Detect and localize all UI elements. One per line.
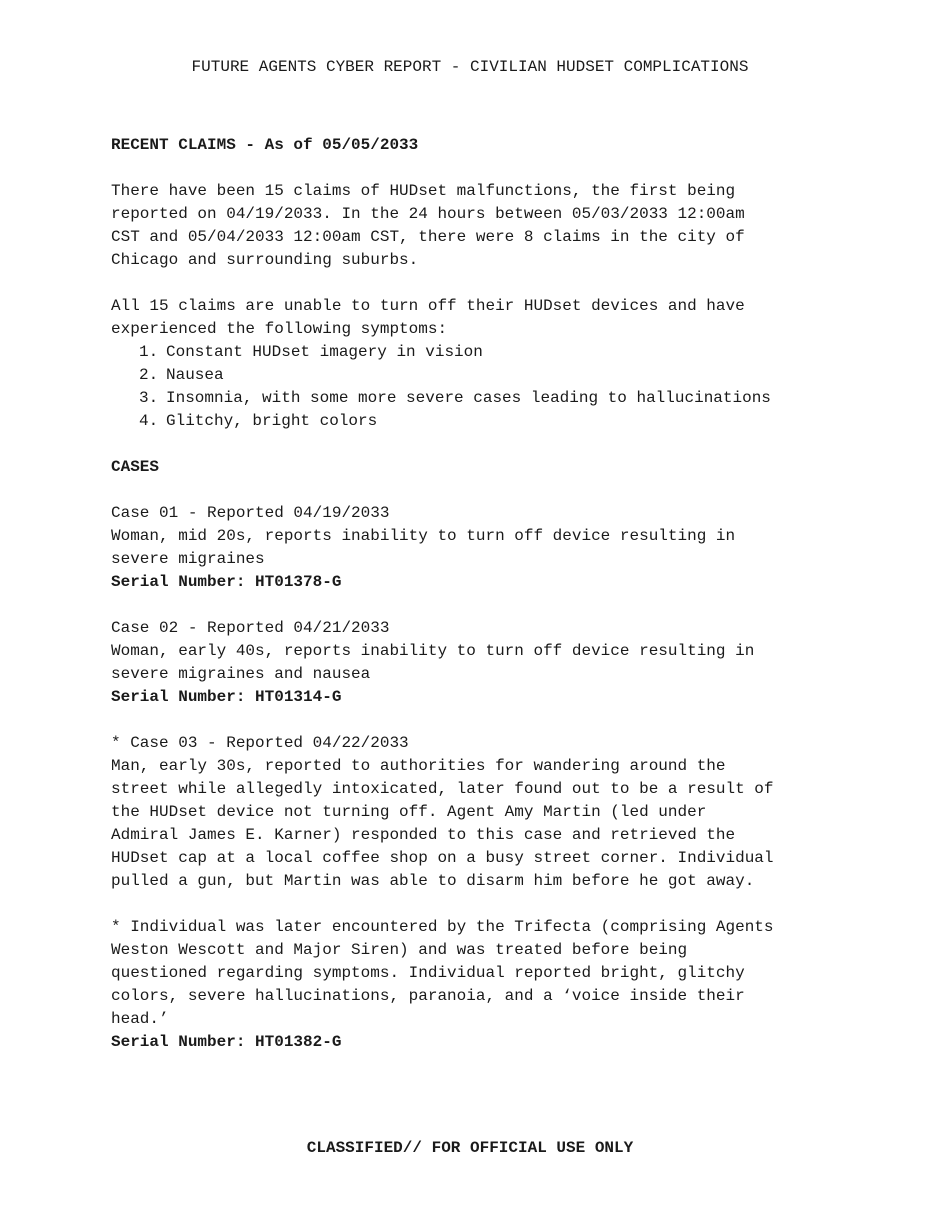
classification-footer: CLASSIFIED// FOR OFFICIAL USE ONLY [306, 1139, 634, 1157]
serial-number: Serial Number: HT01314-G [111, 688, 342, 706]
spacer [111, 157, 871, 180]
report-title: FUTURE AGENTS CYBER REPORT - CIVILIAN HUDSET COMPLICATIONS [191, 58, 749, 76]
text-line: severe migraines [111, 550, 265, 568]
case-title: * Case 03 - Reported 04/22/2033 [111, 734, 409, 752]
spacer [111, 893, 871, 916]
serial-number: Serial Number: HT01382-G [111, 1033, 342, 1051]
list-item-text: Nausea [166, 366, 224, 384]
case-03 [111, 732, 871, 1054]
symptoms-list [111, 341, 871, 433]
text-line: questioned regarding symptoms. Individual reported bright, glitchy [111, 964, 745, 982]
text-line: HUDset cap at a local coffee shop on a busy street corner. Individual [111, 849, 774, 867]
list-number: 3. [139, 389, 159, 407]
text-line: the HUDset device not turning off. Agent Amy Martin (led under [111, 803, 707, 821]
cases-heading: CASES [111, 458, 160, 476]
recent-claims-heading: RECENT CLAIMS - As of 05/05/2033 [111, 136, 419, 154]
spacer [111, 479, 871, 502]
list-number: 1. [139, 343, 159, 361]
text-line: experienced the following symptoms: [111, 320, 448, 338]
text-line: Woman, early 40s, reports inability to turn off device resulting in [111, 642, 755, 660]
spacer [111, 272, 871, 295]
text-line: street while allegedly intoxicated, later found out to be a result of [111, 780, 774, 798]
case-title: Case 02 - Reported 04/21/2033 [111, 619, 390, 637]
list-item [139, 387, 871, 410]
list-item-text: Insomnia, with some more severe cases leading to hallucinations [166, 389, 771, 407]
text-line: Weston Wescott and Major Siren) and was treated before being [111, 941, 688, 959]
list-number: 2. [139, 366, 159, 384]
case-02 [111, 617, 871, 709]
text-line: Man, early 30s, reported to authorities for wandering around the [111, 757, 726, 775]
symptoms-intro-paragraph [111, 295, 871, 341]
text-line: Chicago and surrounding suburbs. [111, 251, 419, 269]
text-line: All 15 claims are unable to turn off their HUDset devices and have [111, 297, 745, 315]
text-line: severe migraines and nausea [111, 665, 371, 683]
list-item [139, 410, 871, 433]
spacer [111, 433, 871, 456]
text-line: CST and 05/04/2033 12:00am CST, there were 8 claims in the city of [111, 228, 745, 246]
case-01 [111, 502, 871, 594]
text-line: pulled a gun, but Martin was able to disarm him before he got away. [111, 872, 755, 890]
spacer [111, 594, 871, 617]
list-number: 4. [139, 412, 159, 430]
text-line: colors, severe hallucinations, paranoia, and a ‘voice inside their [111, 987, 745, 1005]
list-item-text: Glitchy, bright colors [166, 412, 378, 430]
text-line: reported on 04/19/2033. In the 24 hours between 05/03/2033 12:00am [111, 205, 745, 223]
text-line: There have been 15 claims of HUDset malfunctions, the first being [111, 182, 736, 200]
list-item-text: Constant HUDset imagery in vision [166, 343, 483, 361]
report-body [111, 134, 871, 1054]
text-line: head.’ [111, 1010, 169, 1028]
list-item [139, 364, 871, 387]
text-line: Admiral James E. Karner) responded to this case and retrieved the [111, 826, 736, 844]
claims-summary-paragraph [111, 180, 871, 272]
list-item [139, 341, 871, 364]
text-line: Woman, mid 20s, reports inability to turn off device resulting in [111, 527, 736, 545]
serial-number: Serial Number: HT01378-G [111, 573, 342, 591]
case-title: Case 01 - Reported 04/19/2033 [111, 504, 390, 522]
spacer [111, 709, 871, 732]
text-line: * Individual was later encountered by the Trifecta (comprising Agents [111, 918, 774, 936]
